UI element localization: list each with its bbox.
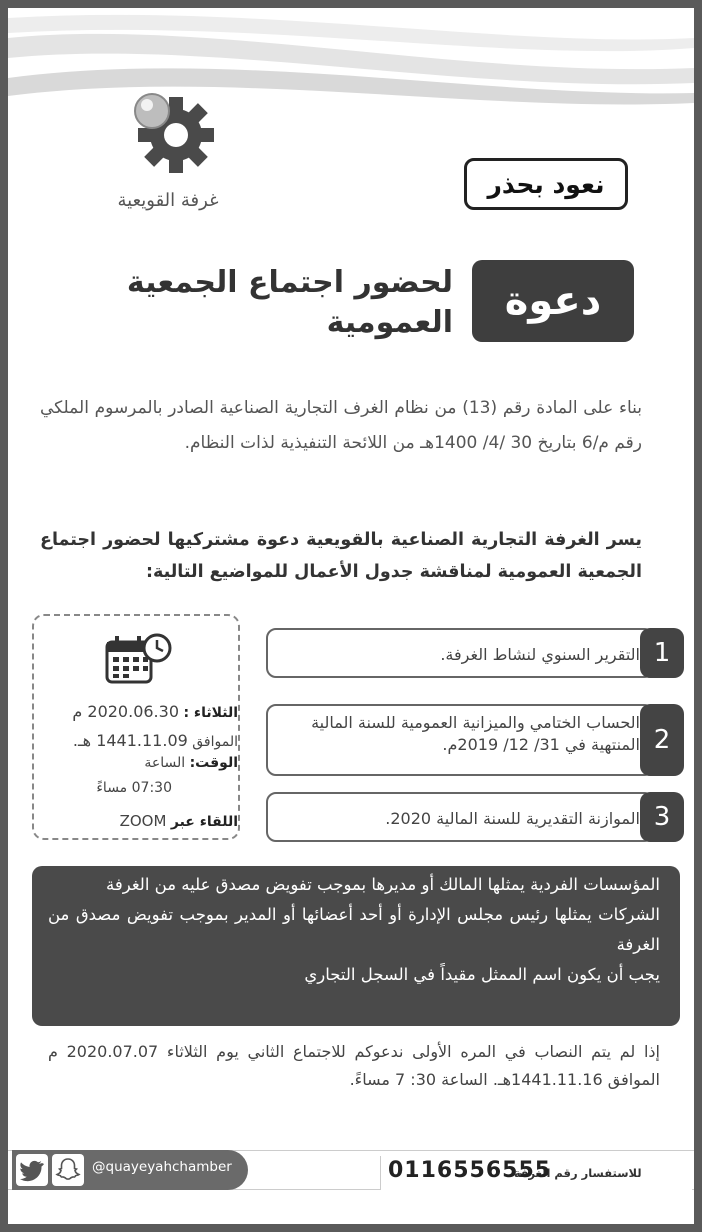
gregorian-date: 2020.06.30 م xyxy=(72,702,179,721)
agenda-item-1 xyxy=(266,628,686,678)
time-label-row xyxy=(52,755,238,771)
invitation-badge: دعوة xyxy=(472,260,634,342)
agenda-item-2 xyxy=(266,704,686,776)
agenda-item-3 xyxy=(266,792,686,842)
advertisement-page xyxy=(8,8,694,1224)
invitation-title: لحضور اجتماع الجمعية العمومية xyxy=(126,265,453,340)
day-label: الثلاثاء : xyxy=(183,705,238,721)
inquiry-label: للاستفسار رقم الغرفة xyxy=(514,1166,642,1180)
intro-paragraph: بناء على المادة رقم (13) من نظام الغرف التجارية الصناعية الصادر بالمرسوم الملكي رقم م/6 بتاريخ 30 /4/ 1400هـ من اللائحة التنفيذية لذات النظام. xyxy=(40,398,642,453)
calendar-clock-icon xyxy=(103,628,173,688)
twitter-icon[interactable] xyxy=(16,1154,48,1186)
meeting-prefix: اللقاء عبر xyxy=(170,814,238,830)
agenda-item-number: 3 xyxy=(640,792,684,842)
conditions-text xyxy=(48,870,660,990)
condition-companies: الشركات يمثلها رئيس مجلس الإدارة أو أحد أعضائها أو المدير بموجب تفويض مصدق من الغرفة xyxy=(48,905,660,954)
agenda-item-number: 1 xyxy=(640,628,684,678)
chamber-name: غرفة القويعية xyxy=(117,190,219,211)
second-meeting-notice: إذا لم يتم النصاب في المره الأولى ندعوكم للاجتماع الثاني يوم الثلاثاء 2020.07.07 م الموافق 1441.11.16هـ. الساعة 30: 7 مساءً. xyxy=(48,1042,660,1089)
meeting-platform-row xyxy=(52,812,238,830)
meeting-platform: ZOOM xyxy=(119,812,167,830)
agenda-item-number: 2 xyxy=(640,704,684,776)
agenda-item-text: الحساب الختامي والميزانية العمومية للسنة المالية المنتهية في 31/ 12/ 2019م. xyxy=(266,704,654,776)
phone-number[interactable]: 0116556555 xyxy=(388,1158,552,1183)
slogan-badge: نعود بحذر xyxy=(464,158,628,210)
agenda-item-text: الموازنة التقديرية للسنة المالية 2020. xyxy=(266,792,654,842)
hijri-date-row xyxy=(52,731,238,750)
condition-registration: يجب أن يكون اسم الممثل مقيداً في السجل التجاري xyxy=(304,965,660,984)
agenda-item-text: التقرير السنوي لنشاط الغرفة. xyxy=(266,628,654,678)
hour-label: الساعة xyxy=(144,755,186,771)
hijri-date: 1441.11.09 هـ. xyxy=(72,731,188,750)
hijri-label: الموافق xyxy=(192,734,238,750)
invitation-paragraph: يسر الغرفة التجارية الصناعية بالقويعية دعوة مشتركيها لحضور اجتماع الجمعية العمومية لمناقشة جدول الأعمال للمواضيع التالية: xyxy=(40,530,642,582)
snapchat-icon[interactable] xyxy=(52,1154,84,1186)
time-value: 07:30 مساءً xyxy=(96,780,172,796)
meeting-date-row xyxy=(52,702,238,721)
condition-individual: المؤسسات الفردية يمثلها المالك أو مديرها بموجب تفويض مصدق عليه من الغرفة xyxy=(106,875,660,894)
social-handle[interactable]: @quayeyahchamber xyxy=(92,1159,232,1175)
time-label: الوقت: xyxy=(189,755,238,771)
